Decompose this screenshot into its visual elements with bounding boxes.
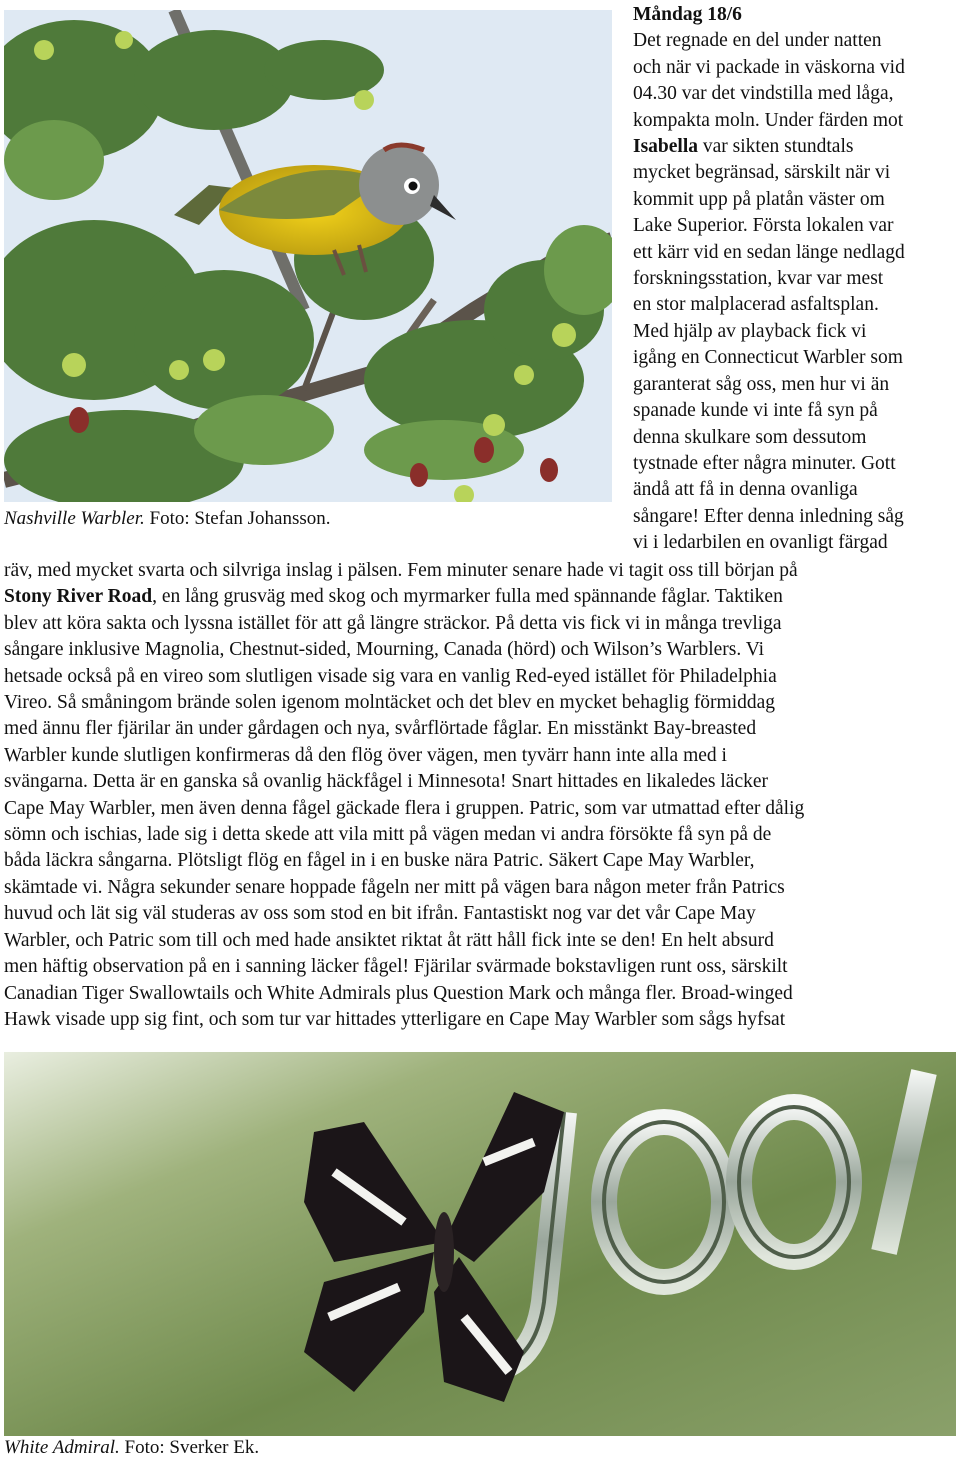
admiral-species-name: White Admiral. [4, 1437, 120, 1458]
body-line: Warbler kunde slutligen konfirmeras då den flög över vägen, men tyvärr hann inte alla med i [4, 744, 727, 766]
side-line: ett kärr vid en sedan länge nedlagd [633, 241, 905, 263]
side-line: spanade kunde vi inte få syn på [633, 400, 878, 422]
side-line: sångare! Efter denna inledning såg [633, 505, 904, 527]
side-line: kompakta moln. Under färden mot [633, 109, 904, 131]
body-line: räv, med mycket svarta och silvriga inslag i pälsen. Fem minuter senare hade vi tagit oss till början på [4, 560, 798, 581]
warbler-photo-credit: Foto: Stefan Johansson. [144, 508, 331, 529]
warbler-species-name: Nashville Warbler. [4, 508, 145, 529]
body-line: men häftig observation på en i sanning läcker fågel! Fjärilar svärmade bokstavligen runt oss, särskilt [4, 956, 788, 978]
side-line: och när vi packade in väskorna vid [633, 56, 905, 78]
body-line-rest: , en lång grusväg med skog och myrmarker fulla med spännande fåglar. Taktiken [152, 586, 783, 608]
white-admiral-photo [4, 1052, 956, 1436]
side-line [633, 134, 955, 160]
side-line: ändå att få in denna ovanliga [633, 479, 858, 501]
body-line: Warbler, och Patric som till och med hade ansiktet riktat åt rätt håll fick inte se den! En helt absurd [4, 929, 774, 951]
side-line: Det regnade en del under natten [633, 30, 882, 52]
side-line: mycket begränsad, särskilt när vi [633, 162, 891, 184]
side-line: Lake Superior. Första lokalen var [633, 215, 894, 237]
side-line-rest: var sikten stundtals [698, 136, 854, 158]
side-line: garanterat såg oss, men hur vi än [633, 373, 890, 395]
side-line: vi i ledarbilen en ovanligt färgad [633, 532, 888, 554]
body-line: sömn och ischias, lade sig i detta skede att vila mitt på vägen medan vi andra försökte få syn på de [4, 824, 772, 846]
body-line: blev att köra sakta och lyssna istället för att gå längre sträckor. På detta vis fick vi in många trevliga [4, 612, 782, 634]
warbler-illustration [4, 10, 612, 502]
admiral-caption [4, 1437, 259, 1459]
side-line: forskningsstation, kvar var mest [633, 268, 884, 290]
side-line: kommit upp på platån väster om [633, 188, 885, 210]
nashville-warbler-photo [4, 10, 612, 502]
side-line: denna skulkare som dessutom [633, 426, 867, 448]
body-line: Hawk visade upp sig fint, och som tur var hittades ytterligare en Cape May Warbler som sågs hyfsat [4, 1008, 786, 1030]
admiral-photo-credit: Foto: Sverker Ek. [119, 1437, 260, 1458]
body-line: huvud och lät sig väl studeras av oss som stod en bit ifrån. Fantastiskt nog var det vår Cape May [4, 903, 756, 925]
body-line: båda läckra sångarna. Plötsligt flög en fågel in i en buske nära Patric. Säkert Cape May Warbler, [4, 850, 755, 872]
body-line: skämtade vi. Några sekunder senare hoppade fågeln ner mitt på vägen bara någon meter från Patrics [4, 876, 785, 898]
body-text [4, 558, 956, 1033]
side-line: tystnade efter några minuter. Gott [633, 452, 896, 474]
admiral-illustration [4, 1052, 956, 1436]
day-heading: Måndag 18/6 [633, 4, 742, 25]
side-line: igång en Connecticut Warbler som [633, 347, 903, 369]
body-line: med ännu fler fjärilar än under gårdagen och nya, svårflörtade fåglar. En misstänkt Bay-breasted [4, 718, 757, 740]
place-name-isabella: Isabella [633, 136, 699, 158]
body-line: Cape May Warbler, men även denna fågel gäckade flera i gruppen. Patric, som var utmattad efter dålig [4, 797, 805, 819]
side-column-text [633, 2, 955, 557]
side-line: Med hjälp av playback fick vi [633, 320, 867, 342]
body-line: svängarna. Detta är en ganska så ovanlig häckfågel i Minnesota! Snart hittades en likaledes läcker [4, 771, 769, 793]
side-line: 04.30 var det vindstilla med låga, [633, 83, 894, 105]
body-line: Canadian Tiger Swallowtails och White Admirals plus Question Mark och många fler. Broad-winged [4, 982, 793, 1004]
side-line: en stor malplacerad asfaltsplan. [633, 294, 879, 316]
body-line: hetsade också på en vireo som slutligen visade sig vara en vanlig Red-eyed istället för Philadelphia [4, 665, 777, 687]
body-line: Vireo. Så småningom brände solen igenom molntäcket och det blev en mycket behaglig förmiddag [4, 692, 776, 714]
body-line: sångare inklusive Magnolia, Chestnut-sided, Mourning, Canada (hörd) och Wilson’s Warblers. Vi [4, 639, 765, 661]
place-name-stony-river-road: Stony River Road [4, 586, 153, 608]
body-line [4, 584, 956, 610]
warbler-caption [4, 508, 331, 530]
